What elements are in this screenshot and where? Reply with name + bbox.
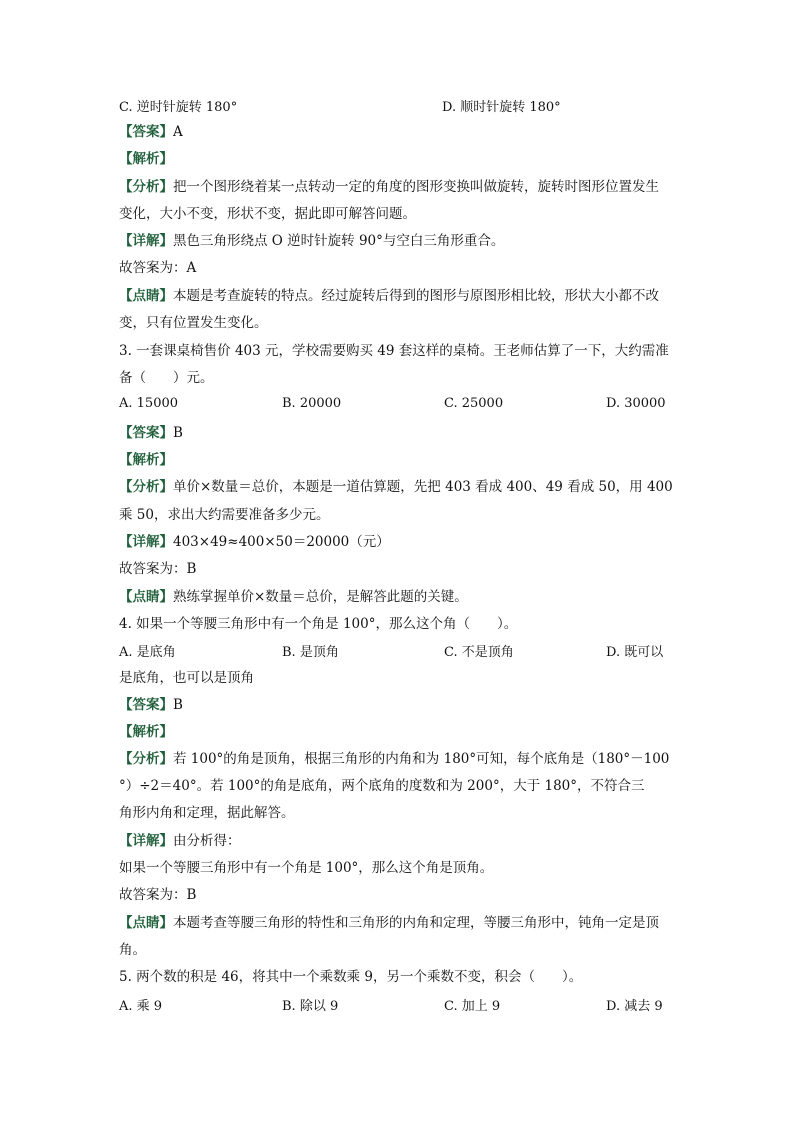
- q3-fenxi-line-1: [119, 477, 679, 497]
- xiangjie-text: 由分析得：: [173, 833, 241, 849]
- q2-option-c: C. 逆时针旋转 180°: [119, 100, 238, 115]
- q4-xiangjie: [119, 831, 679, 851]
- q4-xiangjie-line-2: 如果一个等腰三角形中有一个角是 100°，那么这个角是顶角。: [119, 860, 494, 876]
- xiangjie-text: 黑色三角形绕点 O 逆时针旋转 90°与空白三角形重合。: [173, 233, 505, 249]
- dianjing-tag: 【点睛】: [119, 589, 173, 605]
- jiexi-tag: 【解析】: [119, 452, 173, 468]
- fenxi-text: 若 100°的角是顶角，根据三角形的内角和为 180°可知，每个底角是（180°－100: [173, 751, 670, 767]
- xiangjie-tag: 【详解】: [119, 833, 173, 849]
- answer-tag: 【答案】: [119, 697, 173, 713]
- dianjing-text: 本题是考查旋转的特点。经过旋转后得到的图形与原图形相比较，形状大小都不改: [173, 288, 659, 304]
- q3-answer: [119, 423, 679, 443]
- answer-value: A: [173, 124, 183, 140]
- fenxi-tag: 【分析】: [119, 479, 173, 495]
- q2-fenxi-line-1: [119, 177, 679, 197]
- q4-dianjing-line-1: [119, 913, 679, 933]
- q3-stem-line-1: 3. 一套课桌椅售价 403 元，学校需要购买 49 套这样的桌椅。王老师估算了一下，大约需准: [119, 343, 669, 359]
- q2-fenxi-line-2: 变化，大小不变，形状不变，据此即可解答问题。: [119, 206, 416, 222]
- q3-option-b: B. 20000: [282, 396, 342, 411]
- q4-fenxi-line-1: [119, 749, 679, 769]
- q2-dianjing-line-1: [119, 286, 679, 306]
- q2-final-answer: 故答案为：A: [119, 260, 197, 276]
- answer-value: B: [173, 697, 183, 713]
- q3-option-d: D. 30000: [606, 396, 666, 411]
- q4-fenxi-line-3: 角形内角和定理，据此解答。: [119, 805, 295, 821]
- q3-final-answer: 故答案为：B: [119, 561, 197, 577]
- dianjing-text: 熟练掌握单价×数量＝总价，是解答此题的关键。: [173, 589, 468, 605]
- q4-stem: 4. 如果一个等腰三角形中有一个角是 100°，那么这个角（ ）。: [119, 616, 518, 632]
- q4-jiexi: [119, 722, 679, 742]
- q3-jiexi: [119, 450, 679, 470]
- q4-option-d: D. 既可以: [606, 645, 664, 660]
- q3-xiangjie: [119, 532, 679, 552]
- q5-option-a: A. 乘 9: [119, 999, 163, 1014]
- jiexi-tag: 【解析】: [119, 151, 173, 167]
- q5-option-c: C. 加上 9: [444, 999, 501, 1014]
- q4-final-answer: 故答案为：B: [119, 887, 197, 903]
- answer-tag: 【答案】: [119, 425, 173, 441]
- q3-stem-line-2: 备（ ）元。: [119, 370, 214, 386]
- fenxi-tag: 【分析】: [119, 179, 173, 195]
- fenxi-text: 单价×数量＝总价，本题是一道估算题，先把 403 看成 400、49 看成 50，用 400: [173, 479, 673, 495]
- answer-tag: 【答案】: [119, 124, 173, 140]
- xiangjie-text: 403×49≈400×50＝20000（元）: [173, 534, 390, 550]
- xiangjie-tag: 【详解】: [119, 534, 173, 550]
- q2-dianjing-line-2: 变，只有位置发生变化。: [119, 315, 268, 331]
- dianjing-text: 本题考查等腰三角形的特性和三角形的内角和定理，等腰三角形中，钝角一定是顶: [173, 915, 659, 931]
- q4-option-b: B. 是顶角: [282, 645, 339, 660]
- q4-dianjing-line-2: 角。: [119, 942, 146, 958]
- q5-option-b: B. 除以 9: [282, 999, 339, 1014]
- q2-xiangjie: [119, 231, 679, 251]
- q2-jiexi: [119, 149, 679, 169]
- q5-option-d: D. 减去 9: [606, 999, 663, 1014]
- q4-option-d-continued: 是底角，也可以是顶角: [119, 670, 254, 686]
- q4-fenxi-line-2: °）÷2＝40°。若 100°的角是底角，两个底角的度数和为 200°，大于 180°，不符合三: [119, 778, 645, 794]
- jiexi-tag: 【解析】: [119, 724, 173, 740]
- q3-option-a: A. 15000: [119, 396, 179, 411]
- fenxi-tag: 【分析】: [119, 751, 173, 767]
- q4-option-c: C. 不是顶角: [444, 645, 514, 660]
- q5-stem: 5. 两个数的积是 46，将其中一个乘数乘 9，另一个乘数不变，积会（ ）。: [119, 969, 583, 985]
- q4-option-a: A. 是底角: [119, 645, 176, 660]
- q4-answer: [119, 695, 679, 715]
- xiangjie-tag: 【详解】: [119, 233, 173, 249]
- q2-option-d: D. 顺时针旋转 180°: [442, 100, 561, 115]
- q2-answer: [119, 122, 679, 142]
- answer-value: B: [173, 425, 183, 441]
- q3-dianjing: [119, 587, 679, 607]
- dianjing-tag: 【点睛】: [119, 288, 173, 304]
- q3-fenxi-line-2: 乘 50，求出大约需要准备多少元。: [119, 507, 330, 523]
- fenxi-text: 把一个图形绕着某一点转动一定的角度的图形变换叫做旋转，旋转时图形位置发生: [173, 179, 659, 195]
- dianjing-tag: 【点睛】: [119, 915, 173, 931]
- q3-option-c: C. 25000: [444, 396, 504, 411]
